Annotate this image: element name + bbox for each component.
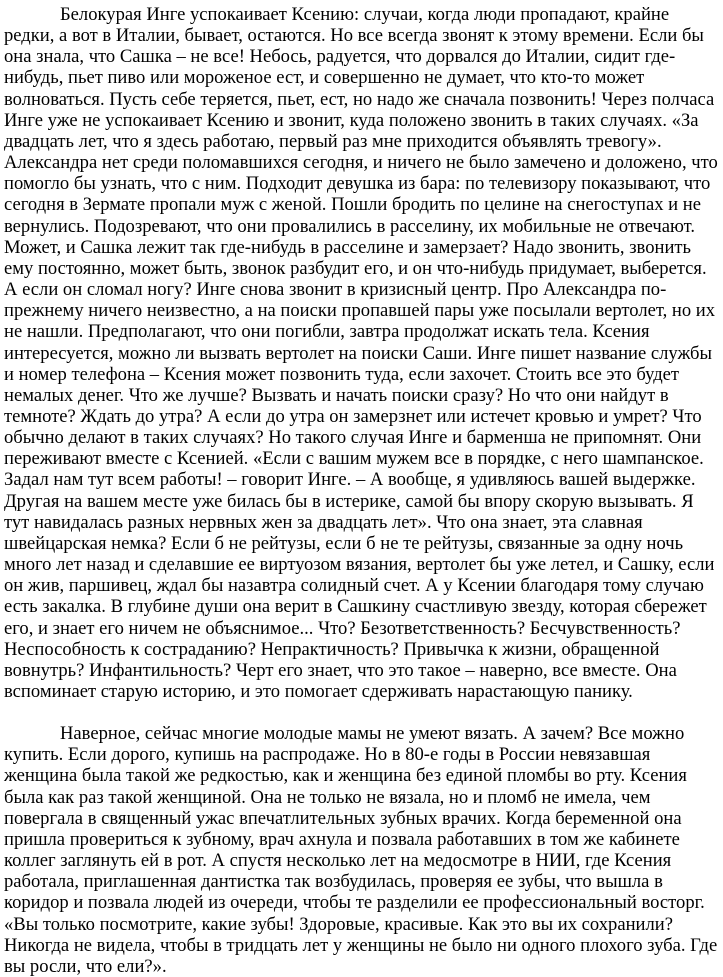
paragraph-knitting-and-teeth: Наверное, сейчас многие молодые мамы не умеют вязать. А зачем? Все можно купить. Если дорого, купишь на распродаже. Но в 80-е годы в России невязавшая женщина была такой же редкостью, как и женщина без единой пломбы во рту. Ксения была как раз такой женщиной. Она не только не вязала, но и пломб не имела, чем повергала в священный ужас впечатлительных зубных врачих. Когда беременной она пришла провериться к зубному, врач ахнула и позвала работавших в том же кабинете коллег заглянуть ей в рот. А спустя несколько лет на медосмотре в НИИ, где Ксения работала, приглашенная дантистка так возбудилась, проверяя ее зубы, что вышла в коридор и позвала людей из очереди, чтобы те разделили ее профессиональный восторг. «Вы только посмотрите, какие зубы! Здоровые, красивые. Как это вы их сохранили? Никогда не видела, чтобы в тридцать лет у женщины не было ни одного плохого зуба. Где вы росли, что ели?». [4,723,718,977]
paragraph-inge-reassures-ksenia: Белокурая Инге успокаивает Ксению: случаи, когда люди пропадают, крайне редки, а вот в Италии, бывает, остаются. Но все всегда звонят к этому времени. Если бы она знала, что Сашка – не все! Небось, радуется, что дорвался до Италии, сидит где-нибудь, пьет пиво или мороженое ест, и совершенно не думает, что кто-то может волноваться. Пусть себе теряется, пьет, ест, но надо же сначала позвонить! Через полчаса Инге уже не успокаивает Ксению и звонит, куда положено звонить в таких случаях. «За двадцать лет, что я здесь работаю, первый раз мне приходится объявлять тревогу». Александра нет среди поломавшихся сегодня, и ничего не было замечено и доложено, что помогло бы узнать, что с ним. Подходит девушка из бара: по телевизору показывают, что сегодня в Зермате пропали муж с женой. Пошли бродить по целине на снегоступах и не вернулись. Подозревают, что они провалились в расселину, их мобильные не отвечают. Может, и Сашка лежит так где-нибудь в расселине и замерзает? Надо звонить, звонить ему постоянно, может быть, звонок разбудит его, и он что-нибудь придумает, выберется. А если он сломал ногу? Инге снова звонит в кризисный центр. Про Александра по-прежнему ничего неизвестно, а на поиски пропавшей пары уже посылали вертолет, но их не нашли. Предполагают, что они погибли, завтра продолжат искать тела. Ксения интересуется, можно ли вызвать вертолет на поиски Саши. Инге пишет название службы и номер телефона – Ксения может позвонить туда, если захочет. Стоить все это будет немалых денег. Что же лучше? Вызвать и начать поиски сразу? Но что они найдут в темноте? Ждать до утра? А если до утра он замерзнет или истечет кровью и умрет? Что обычно делают в таких случаях? Но такого случая Инге и барменша не припомнят. Они переживают вместе с Ксенией. «Если с вашим мужем все в порядке, с него шампанское. Задал нам тут всем работы! – говорит Инге. – А вообще, я удивляюсь вашей выдержке. Другая на вашем месте уже билась бы в истерике, самой бы впору скорую вызывать. Я тут навидалась разных нервных жен за двадцать лет». Что она знает, эта славная швейцарская немка? Если б не рейтузы, если б не те рейтузы, связанные за одну ночь много лет назад и сделавшие ее виртуозом вязания, вертолет бы уже летел, и Сашку, если он жив, паршивец, ждал бы назавтра солидный счет. А у Ксении благодаря тому случаю есть закалка. В глубине души она верит в Сашкину счастливую звезду, которая сбережет его, и знает его ничем не объяснимое... Что? Безответственность? Бесчувственность? Неспособность к состраданию? Непрактичность? Привычка к жизни, обращенной вовнутрь? Инфантильность? Черт его знает, что это такое – наверно, все вместе. Она вспоминает старую историю, и это помогает сдерживать нарастающую панику. [4,4,718,702]
